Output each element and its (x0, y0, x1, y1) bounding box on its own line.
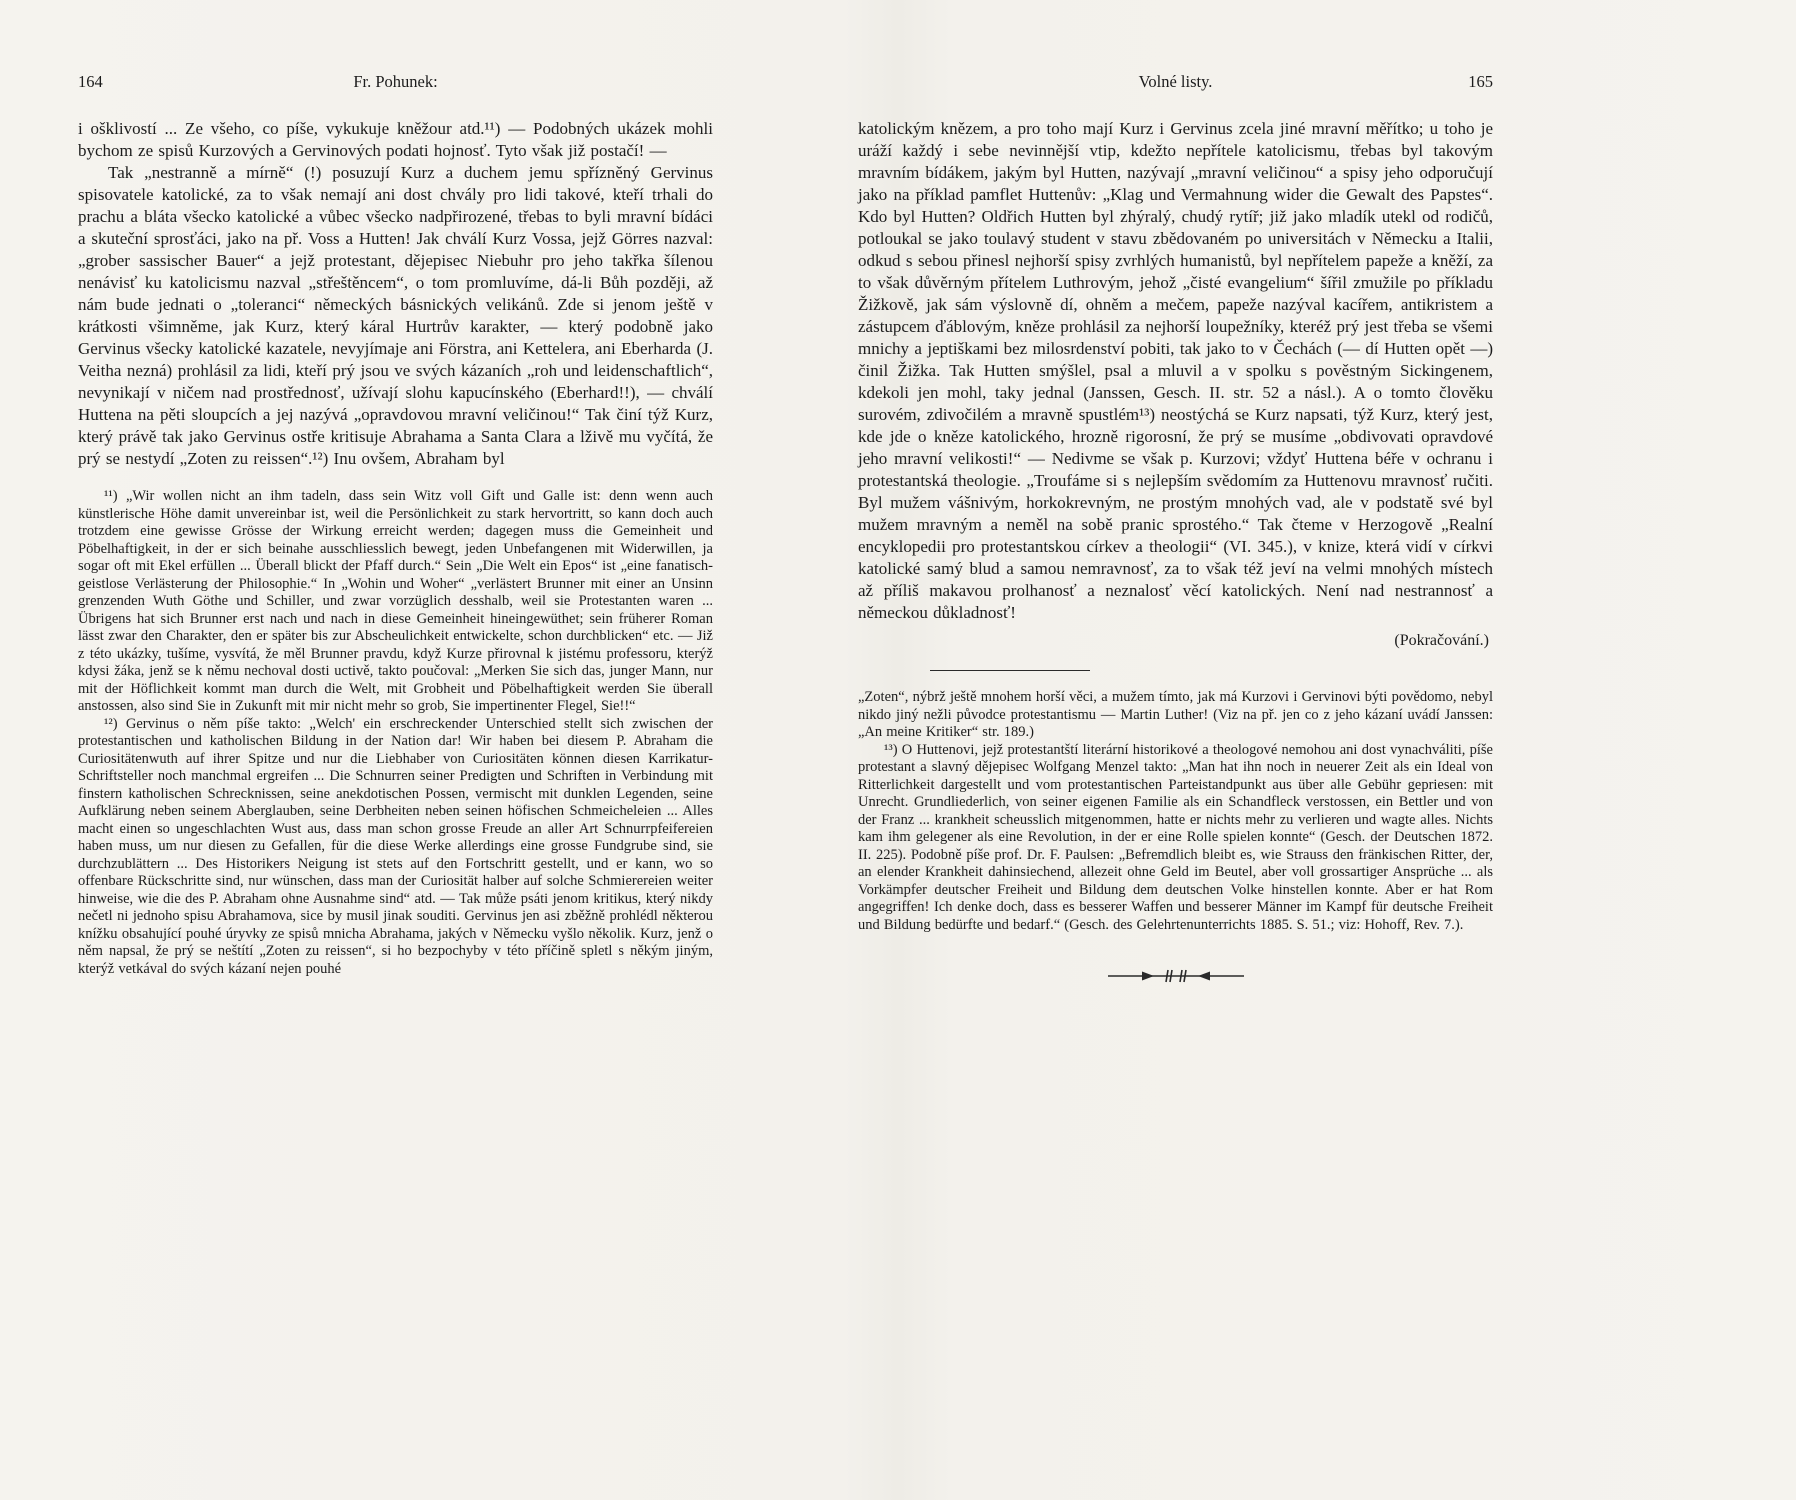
continuation-label: (Pokračování.) (1394, 632, 1489, 649)
page-number-left: 164 (78, 72, 103, 91)
main-text-right (858, 118, 1493, 624)
body-paragraph: katolickým knězem, a pro toho mají Kurz i Gervinus zcela jiné mravní měřítko; u toho je uráží každý i sebe nevinnější vtip, kdežto nepřítele katolicismu, třebas byl takovým mravním bídákem, jakým byl Hutten, nazývají „mravní veličinou“ a spisy jeho odporučují jako na příklad pamflet Huttenův: „Klag und Vermahnung wider die Gewalt des Papstes“. Kdo byl Hutten? Oldřich Hutten byl zhýralý, chudý rytíř; již jako mladík utekl od rodičů, potloukal se jako toulavý student v stavu zbědovaném po universitách v Německu a Italii, odkud s sebou přinesl nejhorší spisy zvrhlých humanistů, byl nepřítelem papeže a kněží, za to však důvěrným přítelem Luthrovým, jehož „čisté evangelium“ šířil zmužile po příkladu Žižkově, jak sám výslovně dí, ohněm a mečem, papeže nazýval kacířem, antikristem a zástupcem ďáblovým, kněze prohlásil za nejhorší loupežníky, kteréž prý jest třeba se všemi mnichy a jeptiškami bez milosrdenství pobiti, tak jako to v Čechách (— dí Hutten opět —) činil Žižka. Tak Hutten smýšlel, psal a mluvil a v spolku s pověstným Sickingenem, kdekoli jen mohl, taky jednal (Janssen, Gesch. II. str. 52 a násl.). A o tomto člověku surovém, zdivočilém a mravně spustlém¹³) neostýchá se Kurz napsati, týž Kurz, který jest, kde jde o kněze katolického, hrozně rigorosní, že prý se musíme „obdivovati opravdové jeho mravní velikosti!“ — Nedivme se však p. Kurzovi; vždyť Huttena béře v ochranu i protestantská theologie. „Troufáme si s nejlepším svědomím za Huttenovu mravnosť ručiti. Byl mužem vášnivým, horkokrevným, ne prostým mnohých vad, ale v podstatě své byl mužem mravným a neměl na sobě pranic sprostého.“ Tak čteme v Herzogově „Realní encyklopedii pro protestantskou církev a theologii“ (VI. 345.), v knize, která vidí v církvi katolické samý blud a samou nemravnosť, za to však též jeví na velmi mnohých místech až příliš makavou prolhanosť a neznalosť věcí katolických. Není nad nestrannosť a německou důkladnosť! (858, 119, 1493, 622)
main-text-left (78, 118, 713, 470)
footnote-divider-rule (930, 670, 1090, 671)
page-number-right: 165 (1468, 72, 1493, 91)
footnote-12: ¹²) Gervinus o něm píše takto: „Welch' ein erschreckender Unterschied stellt sich zwischen der protestantischen und katholischen Bildung in der Nation dar! Wir haben bei diesem P. Abraham die Curiositätenwuth auf ihrer Spitze und nur die Liebhaber von Curiositäten können diesen Karrikatur-Schriftsteller noch manchmal ergreifen ... Die Schnurren seiner Predigten und Schriften in Verbindung mit finstern katholischen Schrecknissen, seine anekdotischen Possen, vermischt mit dunklen Legenden, seine Aufklärung neben seinem Aberglauben, seine Derbheiten neben seinen höfischen Schmeicheleien ... Alles macht einen so ungeschlachten Wust aus, dass man schon grosse Freude an aller Art Schnurrpfeifereien haben muss, um nur diesen zu Gefallen, für die diese Werke allerdings eine grosse Fundgrube sind, sie durchzublättern ... Des Historikers Neigung ist stets auf den Fortschritt gestellt, und er kann, wo so offenbare Rückschritte sind, nur wünschen, dass man der Curiosität halber auf solche Schmierereien weiter hinweise, wie die des P. Abraham ohne Ausnahme sind“ atd. — Tak může psáti jenom kritikus, který nikdy nečetl ni jednoho spisu Abrahamova, sice by musil jinak souditi. Gervinus jen asi zběžně prohlédl některou knížku obsahující pouhé úryvky ze spisů mnicha Abrahama, jakých v Německu vyšlo několik. Kurz, jenž o něm napsal, že prý se neštítí „Zoten zu reissen“, si ho bezpochyby v této příčině spletl s někým jiným, kterýž vetkával do svých kázaní nejen pouhé (78, 715, 713, 977)
tailpiece-ornament-icon (1106, 968, 1246, 984)
page-left (78, 0, 713, 1500)
tailpiece-ornament (858, 968, 1493, 989)
footnotes-left (78, 488, 713, 978)
body-paragraph: i ošklivostí ... Ze všeho, co píše, vykukuje kněžour atd.¹¹) — Podobných ukázek mohli bychom ze spisů Kurzových a Gervinových podati hojnosť. Tyto však již postačí! — (78, 119, 713, 160)
page-header-left (78, 72, 713, 92)
footnote-13: ¹³) O Huttenovi, jejž protestantští literární historikové a theologové nemohou ani dost vynachváliti, píše protestant a slavný dějepisec Wolfgang Menzel takto: „Man hat ihn noch in neuerer Zeit als ein Ideal von Ritterlichkeit dargestellt und vom protestantischen Parteistandpunkt aus über alle Gebühr gepriesen: mit Unrecht. Grundliederlich, von seiner eigenen Familie als ein Schandfleck verstossen, ein Bettler und von der Franz ... krankheit scheusslich mitgenommen, hatte er nichts mehr zu verlieren und wagte alles. Nichts kam ihm gelegener als eine Revolution, in der er eine Rolle spielen konnte“ (Gesch. der Deutschen 1872. II. 225). Podobně píše prof. Dr. F. Paulsen: „Befremdlich bleibt es, wie Strauss den fränkischen Ritter, der, an elender Krankheit dahinsiechend, allezeit ohne Geld im Beutel, aber voll grossartiger Ansprüche ... als Vorkämpfer deutscher Freiheit und Bildung dem deutschen Volke hinstellen konnte. Aber er hat Rom angegriffen! Ich denke doch, dass es besserer Waffen und besserer Männer im Kampf für deutsche Freiheit und Bildung bedürfte und bedarf.“ (Gesch. des Gelehrtenunterrichts 1885. S. 51.; viz: Hohoff, Rev. 7.). (858, 741, 1493, 933)
running-title-left: Fr. Pohunek: (353, 72, 438, 91)
footnote-12-continued: „Zoten“, nýbrž ještě mnohem horší věci, a mužem tímto, jak má Kurzovi i Gervinovi býti povědomo, nebyl nikdo jiný nežli původce protestantismu — Martin Luther! (Viz na př. jen co z jeho kázaní uvádí Janssen: „An meine Kritiker“ str. 189.) (858, 689, 1493, 740)
body-paragraph: Tak „nestranně a mírně“ (!) posuzují Kurz a duchem jemu spřízněný Gervinus spisovatele katolické, za to však nemají ani dost chvály pro lidi takové, kteří trhali do prachu a bláta všecko katolické a vůbec všecko nadpřirozené, třebas to byli mravní bídáci a skuteční sprosťáci, jako na př. Voss a Hutten! Jak chválí Kurz Vossa, jejž Görres nazval: „grober sassischer Bauer“ a jejž protestant, dějepisec Niebuhr pro jeho takřka šílenou nenávisť ku katolicismu nazval „střeštěncem“, o tom promluvíme, dá-li Bůh později, až nám bude jednati o „toleranci“ německých básnických velikánů. Zde si jenom ještě v krátkosti všimněme, jak Kurz, který káral Hurtrův karakter, — který podobně jako Gervinus všecky katolické kazatele, nevyjímaje ani Förstra, ani Kettelera, ani Eberharda (J. Veitha nezná) prohlásil za lidi, kteří prý jsou ve svých kázaních „roh und leidenschaftlich“, nevynikají v ničem nad prostřednosť, užívají slohu kapucínského (Eberhard!!), — chválí Huttena na pěti sloupcích a jej nazývá „opravdovou mravní veličinou!“ Tak činí týž Kurz, který právě tak jako Gervinus ostře kritisuje Abrahama a Santa Clara a lživě mu vyčítá, že prý se nestydí „Zoten zu reissen“.¹²) Inu ovšem, Abraham byl (78, 163, 713, 468)
page-right (858, 0, 1493, 1500)
running-title-right: Volné listy. (1138, 72, 1213, 91)
footnote-11: ¹¹) „Wir wollen nicht an ihm tadeln, dass sein Witz voll Gift und Galle ist: denn wenn auch künstlerische Höhe damit unvereinbar ist, weil die Persönlichkeit zu stark hervortritt, so kann doch auch trotzdem eine gewisse Grösse der Wirkung erreicht werden; dagegen muss die Gemeinheit und Pöbelhaftigkeit, in der er sich beinahe ausschliesslich bewegt, jeden Unbefangenen mit Widerwillen, ja sogar oft mit Ekel erfüllen ... Überall blickt der Pfaff durch.“ Sein „Die Welt ein Epos“ ist „eine fanatisch-geistlose Verlästerung der Philosophie.“ In „Wohin und Woher“ „verlästert Brunner mit einer an Unsinn grenzenden Wuth Göthe und Schiller, und zwar vorzüglich desshalb, weil sie Protestanten waren ... Übrigens hat sich Brunner erst nach und nach in diese Gemeinheit hineingewüthet; sein früherer Roman lässt zwar den Charakter, den er später bis zur Abscheulichkeit entwickelte, schon durchblicken“ etc. — Již z této ukázky, tušíme, vysvítá, že měl Brunner pravdu, když Kurze přirovnal k jistému professoru, kterýž kdysi žáka, jenž se k němu nechoval dosti uctivě, takto poučoval: „Merken Sie sich das, junger Mann, nur mit der Höflichkeit kommt man durch die Welt, mit Grobheit und Pöbelhaftigkeit werden Sie überall anstossen, also sind Sie in Zukunft mit mir nicht mehr so grob, Sie impertinenter Flegel, Sie!!“ (78, 488, 713, 714)
footnotes-right (858, 689, 1493, 934)
page-header-right (858, 72, 1493, 92)
